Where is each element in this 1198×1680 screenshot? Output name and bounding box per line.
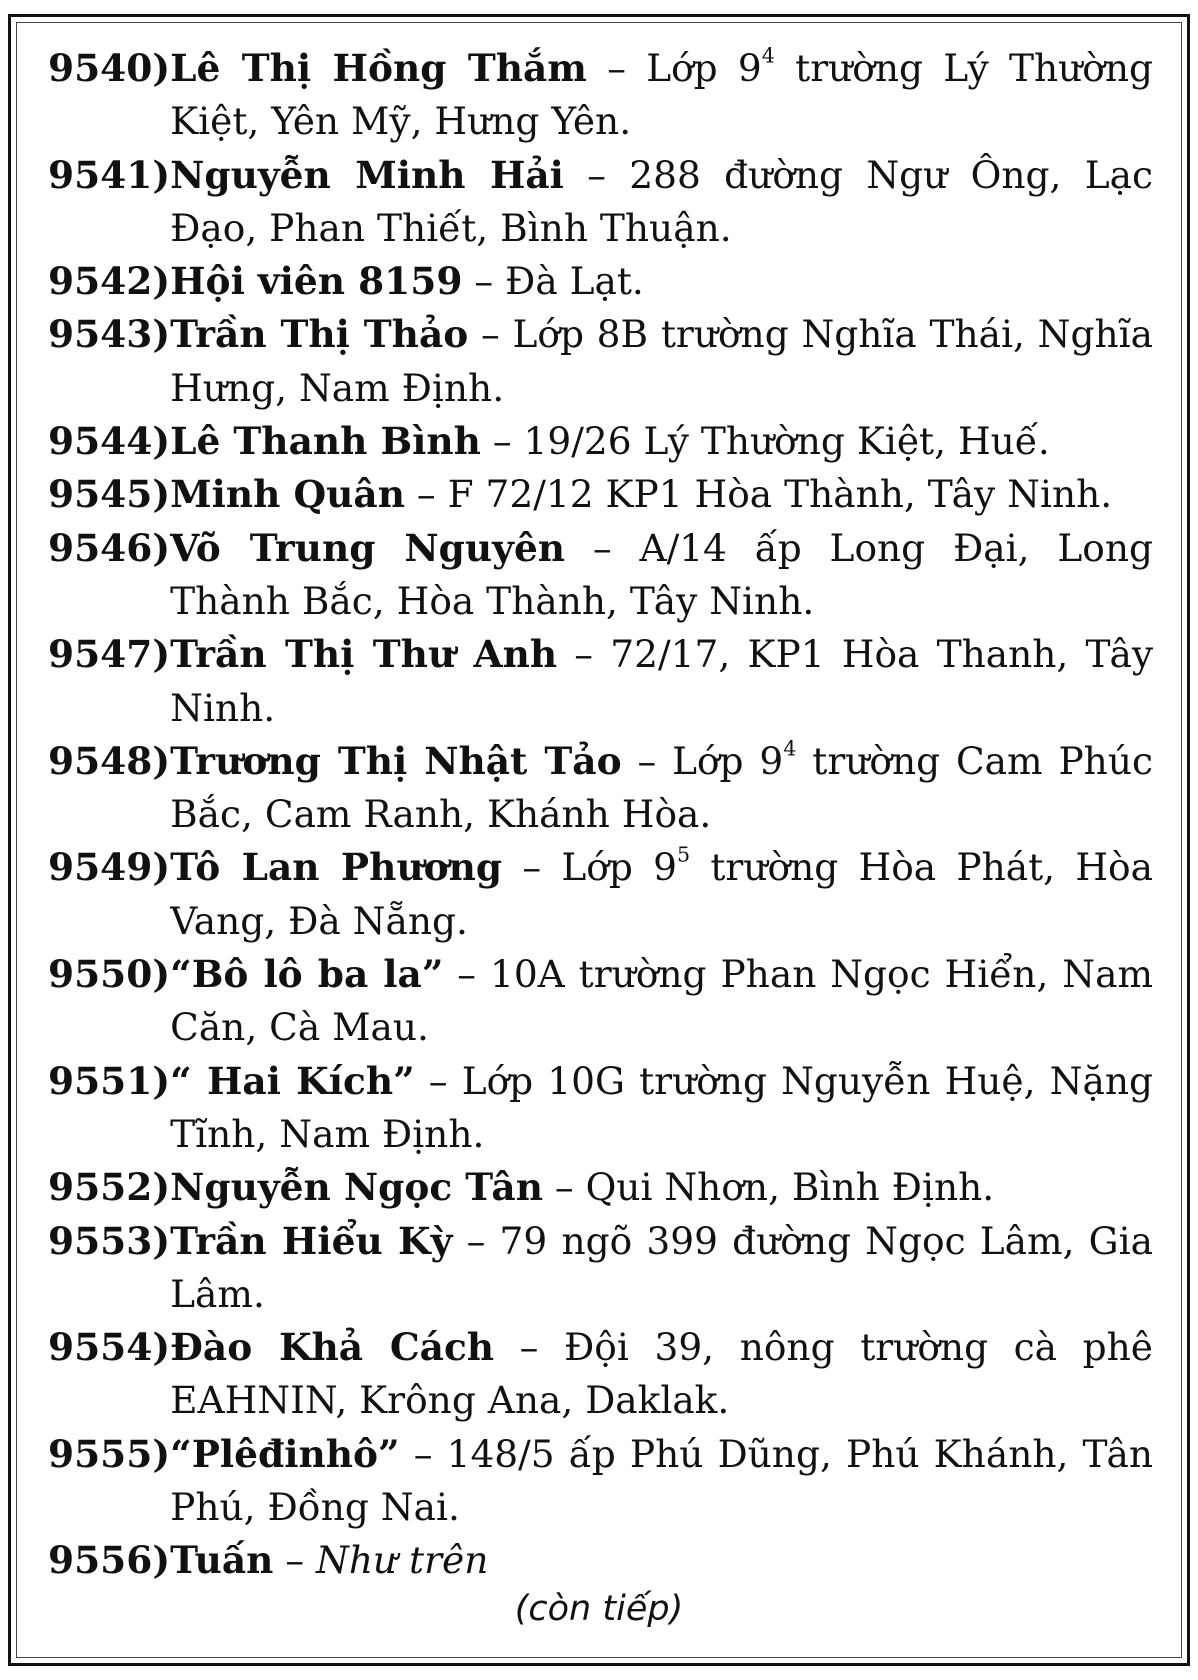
- entry-number: 9545): [48, 472, 171, 517]
- entry-text: [170, 1055, 1153, 1162]
- entry-separator: –: [586, 46, 647, 90]
- entry-name: Tô Lan Phương: [170, 845, 503, 890]
- entry-separator: –: [404, 472, 448, 517]
- list-item: [48, 948, 1153, 1055]
- entry-address: Lớp 10G trường Nguyễn Huệ, Nặng Tĩnh, Nam Định.: [170, 1058, 1153, 1156]
- entry-address: Lớp 9: [672, 738, 784, 783]
- entry-address: Qui Nhơn, Bình Định.: [585, 1165, 995, 1210]
- entry-separator: –: [399, 1431, 447, 1476]
- entry-name: Trương Thị Nhật Tảo: [170, 738, 622, 783]
- entry-number: 9556): [48, 1538, 171, 1583]
- entry-text: [170, 735, 1153, 842]
- entry-text: [170, 1534, 1153, 1587]
- entry-separator: –: [502, 845, 562, 890]
- entry-number: 9546): [48, 525, 171, 570]
- entry-separator: –: [468, 312, 513, 357]
- entry-address: Lớp 8B trường Nghĩa Thái, Nghĩa Hưng, Nam Định.: [170, 312, 1153, 410]
- entry-text: [170, 1161, 1153, 1214]
- list-item: [48, 1161, 1153, 1214]
- list-item: [48, 468, 1153, 521]
- entry-name: “ Hai Kích”: [170, 1058, 415, 1103]
- entry-number: 9552): [48, 1165, 171, 1210]
- list-item: [48, 255, 1153, 308]
- list-item: [48, 42, 1153, 149]
- entry-address: 19/26 Lý Thường Kiệt, Huế.: [523, 419, 1050, 464]
- entry-name: Trần Thị Thư Anh: [170, 632, 558, 677]
- entry-number: 9541): [48, 152, 171, 197]
- class-superscript: 4: [783, 736, 797, 761]
- entry-separator: –: [462, 259, 506, 304]
- entry-separator: –: [557, 632, 611, 677]
- entry-name: Tuấn: [170, 1538, 274, 1583]
- list-item: [48, 1321, 1153, 1428]
- list-item: [48, 308, 1153, 415]
- entry-name: Nguyễn Ngọc Tân: [170, 1165, 543, 1210]
- class-superscript: 5: [676, 842, 691, 867]
- entry-address-rest: trường Lý Thường Kiệt, Yên Mỹ, Hưng Yên.: [170, 46, 1153, 144]
- entry-address: Lớp 9: [646, 46, 762, 90]
- entry-text: [170, 1215, 1153, 1322]
- list-item: [48, 628, 1153, 735]
- entry-address-rest: trường Hòa Phát, Hòa Vang, Đà Nẵng.: [170, 845, 1153, 943]
- entry-separator: –: [563, 152, 630, 197]
- entry-number: 9547): [48, 632, 171, 677]
- list-item: [48, 735, 1153, 842]
- entry-text: [170, 308, 1153, 415]
- entry-separator: –: [273, 1538, 317, 1583]
- class-superscript: 4: [761, 43, 775, 68]
- entry-separator: –: [565, 525, 640, 570]
- entry-number: 9548): [48, 738, 171, 783]
- list-item: [48, 1534, 1153, 1587]
- entry-address: 72/17, KP1 Hòa Thanh, Tây Ninh.: [170, 632, 1154, 730]
- entry-text: [170, 522, 1153, 629]
- entry-number: 9542): [48, 259, 171, 304]
- entry-text: [170, 149, 1153, 256]
- entry-number: 9543): [48, 312, 171, 357]
- entry-separator: –: [621, 738, 673, 783]
- entry-text: [170, 42, 1153, 149]
- entry-address: 10A trường Phan Ngọc Hiển, Nam Căn, Cà Mau.: [170, 952, 1154, 1050]
- entry-number: 9553): [48, 1218, 171, 1263]
- list-item: [48, 1055, 1153, 1162]
- entry-text: [170, 1321, 1153, 1428]
- list-item: [48, 841, 1153, 948]
- entry-separator: –: [542, 1165, 586, 1210]
- entry-name: Hội viên 8159: [170, 259, 463, 304]
- entry-text: [170, 468, 1153, 521]
- entry-text: [170, 841, 1153, 948]
- entry-number: 9540): [48, 46, 171, 90]
- entry-name: Nguyễn Minh Hải: [170, 152, 564, 197]
- entry-name: Trần Thị Thảo: [170, 312, 469, 357]
- entry-text: [170, 628, 1153, 735]
- entry-separator: –: [452, 1218, 500, 1263]
- entry-address-rest: trường Cam Phúc Bắc, Cam Ranh, Khánh Hòa.: [170, 738, 1153, 837]
- entry-name: Lê Thị Hồng Thắm: [170, 46, 587, 90]
- entry-number: 9549): [48, 845, 171, 890]
- entry-number: 9555): [48, 1431, 171, 1476]
- entry-separator: –: [414, 1058, 462, 1103]
- entry-text: [170, 1428, 1153, 1535]
- list-item: [48, 149, 1153, 256]
- entry-name: “Plêđinhô”: [170, 1431, 400, 1476]
- entry-name: Võ Trung Nguyên: [170, 525, 566, 570]
- member-list: [48, 42, 1153, 1588]
- entry-address: F 72/12 KP1 Hòa Thành, Tây Ninh.: [447, 472, 1113, 517]
- entry-number: 9554): [48, 1325, 171, 1370]
- list-item: [48, 415, 1153, 468]
- entry-address: A/14 ấp Long Đại, Long Thành Bắc, Hòa Thành, Tây Ninh.: [170, 525, 1154, 623]
- continued-note: (còn tiếp): [514, 1589, 684, 1629]
- list-item: [48, 522, 1153, 629]
- entry-address: Đội 39, nông trường cà phê EAHNIN, Krông Ana, Daklak.: [170, 1325, 1153, 1423]
- list-item: [48, 1428, 1153, 1535]
- entry-number: 9550): [48, 952, 171, 997]
- entry-number: 9544): [48, 419, 171, 464]
- entry-address: 288 đường Ngư Ông, Lạc Đạo, Phan Thiết, Bình Thuận.: [170, 152, 1154, 250]
- entry-name: “Bô lô ba la”: [170, 952, 444, 997]
- entry-address: Như trên: [316, 1538, 489, 1583]
- entry-name: Đào Khả Cách: [170, 1325, 495, 1370]
- entry-text: [170, 255, 1153, 308]
- entry-address: Đà Lạt.: [505, 259, 644, 304]
- entry-name: Trần Hiểu Kỳ: [170, 1218, 453, 1263]
- entry-address: 148/5 ấp Phú Dũng, Phú Khánh, Tân Phú, Đồng Nai.: [170, 1431, 1153, 1530]
- entry-number: 9551): [48, 1058, 171, 1103]
- entry-name: Minh Quân: [170, 472, 405, 517]
- entry-address: Lớp 9: [561, 845, 677, 890]
- entry-name: Lê Thanh Bình: [170, 419, 481, 464]
- entry-text: [170, 415, 1153, 468]
- list-item: [48, 1215, 1153, 1322]
- entry-separator: –: [494, 1325, 565, 1370]
- entry-separator: –: [480, 419, 524, 464]
- entry-separator: –: [443, 952, 490, 997]
- entry-text: [170, 948, 1153, 1055]
- entry-address: 79 ngõ 399 đường Ngọc Lâm, Gia Lâm.: [170, 1218, 1153, 1316]
